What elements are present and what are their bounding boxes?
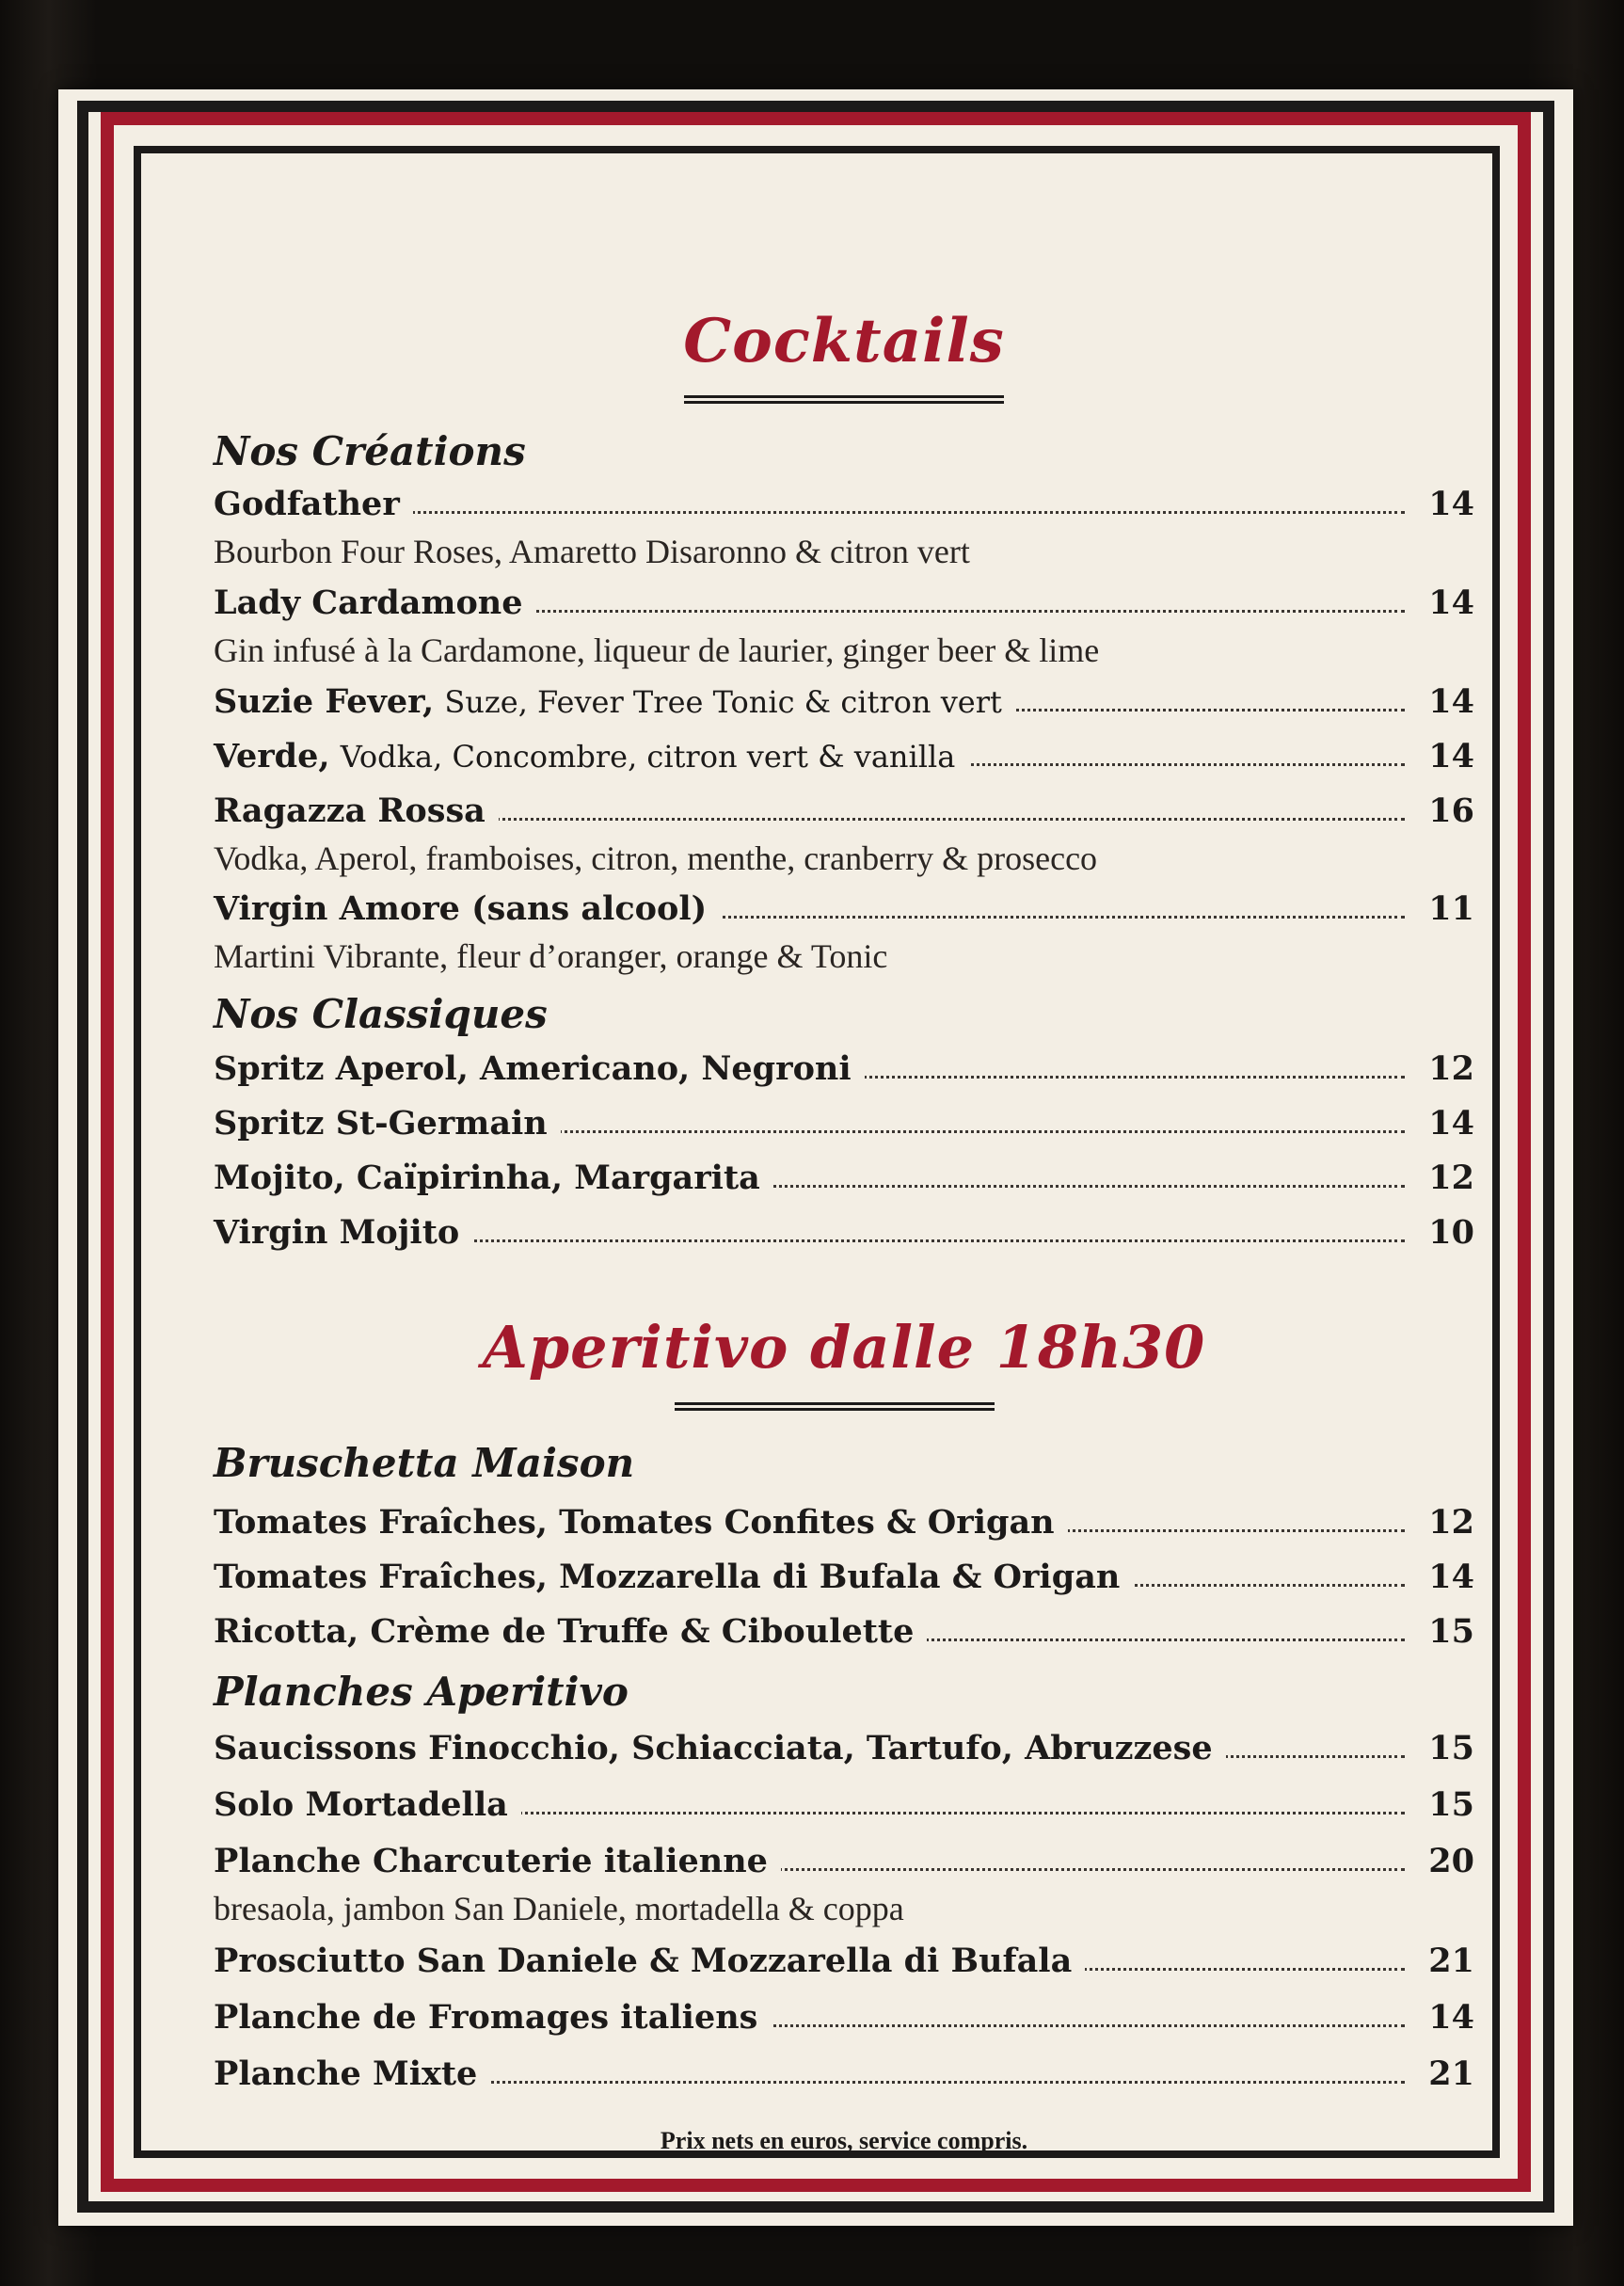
item-inline-description: Suze, Fever Tree Tonic & citron vert [444,684,1002,720]
item-name: Ragazza Rossa [214,791,486,830]
item-description: Gin infusé à la Cardamone, liqueur de laurier, ginger beer & lime [214,631,1100,669]
item-name: Godfather [214,485,400,523]
aperitivo-title: Aperitivo dalle 18h30 [482,1313,1206,1382]
item-description: bresaola, jambon San Daniele, mortadella & coppa [214,1890,904,1927]
menu-item-suzie-fever [214,682,1474,726]
item-price: 12 [1407,1159,1474,1197]
item-name: Spritz St-Germain [214,1104,548,1143]
menu-item-bruschetta-mozzarella [214,1558,1474,1601]
menu-item-bruschetta-tomates-confites [214,1503,1474,1546]
item-name: Spritz Aperol, Americano, Negroni [214,1049,852,1088]
item-price: 14 [1407,1558,1474,1596]
menu-item-saucissons [214,1729,1474,1772]
item-name: Mojito, Caïpirinha, Margarita [214,1159,760,1197]
item-name: Ricotta, Crème de Truffe & Ciboulette [214,1612,915,1651]
item-description: Martini Vibrante, fleur d’oranger, orange & Tonic [214,937,888,975]
menu-item-virgin-amore [214,889,1474,933]
item-name: Verde, [214,737,330,775]
menu-item-ragazza-rossa [214,791,1474,835]
item-price: 14 [1407,485,1474,523]
item-name: Planche Mixte [214,2054,478,2093]
item-price: 10 [1407,1213,1474,1252]
item-name: Tomates Fraîches, Tomates Confites & Origan [214,1503,1055,1542]
menu-item-verde [214,737,1474,780]
price-note: Prix nets en euros, service compris. [660,2127,1028,2154]
item-price: 14 [1407,737,1474,775]
item-description: Bourbon Four Roses, Amaretto Disaronno & citron vert [214,533,970,570]
menu-item-planche-fromages [214,1998,1474,2041]
item-price: 21 [1407,2054,1474,2093]
item-name: Tomates Fraîches, Mozzarella di Bufala & Origan [214,1558,1121,1596]
item-price: 20 [1407,1842,1474,1880]
item-price: 12 [1407,1503,1474,1542]
item-inline-description: Vodka, Concombre, citron vert & vanilla [340,739,956,775]
section-heading-classiques: Nos Classiques [214,991,548,1037]
menu-item-solo-mortadella [214,1785,1474,1829]
section-heading-planches: Planches Aperitivo [214,1669,629,1715]
item-price: 14 [1407,682,1474,721]
section-heading-bruschetta: Bruschetta Maison [214,1440,635,1486]
item-price: 15 [1407,1785,1474,1824]
cocktails-title-rule [684,395,1004,404]
section-heading-creations: Nos Créations [214,428,526,474]
item-price: 11 [1407,889,1474,928]
menu-card [58,89,1573,2226]
item-name: Solo Mortadella [214,1785,508,1824]
item-price: 15 [1407,1612,1474,1651]
item-price: 16 [1407,791,1474,830]
item-name: Virgin Mojito [214,1213,460,1252]
menu-item-virgin-mojito [214,1213,1474,1256]
item-name: Prosciutto San Daniele & Mozzarella di Bufala [214,1942,1073,1980]
menu-item-mojito [214,1159,1474,1202]
menu-item-spritz-st-germain [214,1104,1474,1147]
cocktails-title: Cocktails [683,306,1005,376]
menu-item-lady-cardamone [214,583,1474,627]
menu-item-prosciutto [214,1942,1474,1985]
item-name: Saucissons Finocchio, Schiacciata, Tartufo, Abruzzese [214,1729,1213,1767]
menu-item-spritz-aperol [214,1049,1474,1093]
item-description: Vodka, Aperol, framboises, citron, menthe, cranberry & prosecco [214,839,1098,877]
item-price: 12 [1407,1049,1474,1088]
item-name: Planche Charcuterie italienne [214,1842,768,1880]
item-price: 14 [1407,1998,1474,2037]
item-price: 14 [1407,1104,1474,1143]
item-name: Virgin Amore (sans alcool) [214,889,708,928]
menu-item-planche-mixte [214,2054,1474,2098]
menu-item-godfather [214,485,1474,528]
aperitivo-title-rule [675,1402,995,1411]
item-name: Planche de Fromages italiens [214,1998,758,2037]
menu-item-bruschetta-ricotta [214,1612,1474,1655]
item-name: Lady Cardamone [214,583,523,622]
item-price: 15 [1407,1729,1474,1767]
item-price: 21 [1407,1942,1474,1980]
item-price: 14 [1407,583,1474,622]
menu-item-planche-charcuterie [214,1842,1474,1885]
item-name: Suzie Fever, [214,682,435,721]
